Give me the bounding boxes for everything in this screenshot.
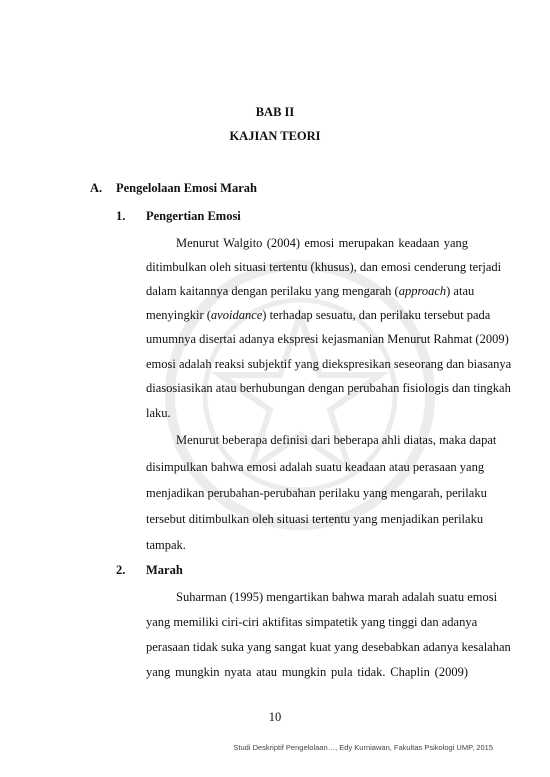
paragraph-2-line-2: disimpulkan bahwa emosi adalah suatu keadaan atau perasaan yang — [146, 460, 485, 474]
paragraph-1-line-1: Menurut Walgito (2004) emosi merupakan keadaan yang — [176, 236, 468, 250]
paragraph-2-line-5: tampak. — [146, 538, 186, 552]
paragraph-1-line-2: ditimbulkan oleh situasi tertentu (khusus), dan emosi cenderung terjadi — [146, 260, 502, 274]
section-a-title: Pengelolaan Emosi Marah — [116, 181, 257, 195]
paragraph-3-line-2: yang memiliki ciri-ciri aktifitas simpatetik yang tinggi dan adanya — [146, 615, 478, 629]
subsection-2-title: Marah — [146, 563, 183, 577]
paragraph-1-line-5: umumnya disertai adanya ekspresi kejasmanian Menurut Rahmat (2009) — [146, 332, 509, 346]
chapter-title: KAJIAN TEORI — [229, 129, 321, 143]
paragraph-3-line-3: perasaan tidak suka yang sangat kuat yang desebabkan adanya kesalahan — [146, 640, 511, 654]
term-avoidance: avoidance — [210, 308, 263, 322]
subsection-1-title: Pengertian Emosi — [146, 209, 241, 223]
subsection-1-label: 1. — [116, 209, 126, 223]
paragraph-1-line-3: dalam kaitannya dengan perilaku yang mengarah (approach) atau — [146, 284, 475, 298]
subsection-2-label: 2. — [116, 563, 126, 577]
section-a-label: A. — [90, 181, 103, 195]
paragraph-2-line-4: tersebut ditimbulkan oleh situasi tertentu yang menjadikan perilaku — [146, 512, 484, 526]
page-number: 10 — [268, 710, 282, 724]
paragraph-2-line-3: menjadikan perubahan-perubahan perilaku yang mengarah, perilaku — [146, 486, 487, 500]
paragraph-1-line-7: diasosiasikan atau berhubungan dengan perubahan fisiologis dan tingkah — [146, 381, 511, 395]
paragraph-2-line-1: Menurut beberapa definisi dari beberapa ahli diatas, maka dapat — [176, 433, 497, 447]
paragraph-1-line-6: emosi adalah reaksi subjektif yang diekspresikan seseorang dan biasanya — [146, 357, 512, 371]
chapter-label: BAB II — [255, 105, 295, 119]
paragraph-1-line-4: menyingkir (avoidance) terhadap sesuatu, dan perilaku tersebut pada — [146, 308, 491, 322]
paragraph-1-line-8: laku. — [146, 406, 171, 420]
paragraph-3-line-4: yang mungkin nyata atau mungkin pula tidak. Chaplin (2009) — [146, 665, 468, 679]
term-approach: approach — [398, 284, 447, 298]
paragraph-3-line-1: Suharman (1995) mengartikan bahwa marah adalah suatu emosi — [176, 590, 498, 604]
page-footer: Studi Deskriptif Pengelolaan…, Edy Kurniawan, Fakultas Psikologi UMP, 2015 — [233, 743, 493, 752]
